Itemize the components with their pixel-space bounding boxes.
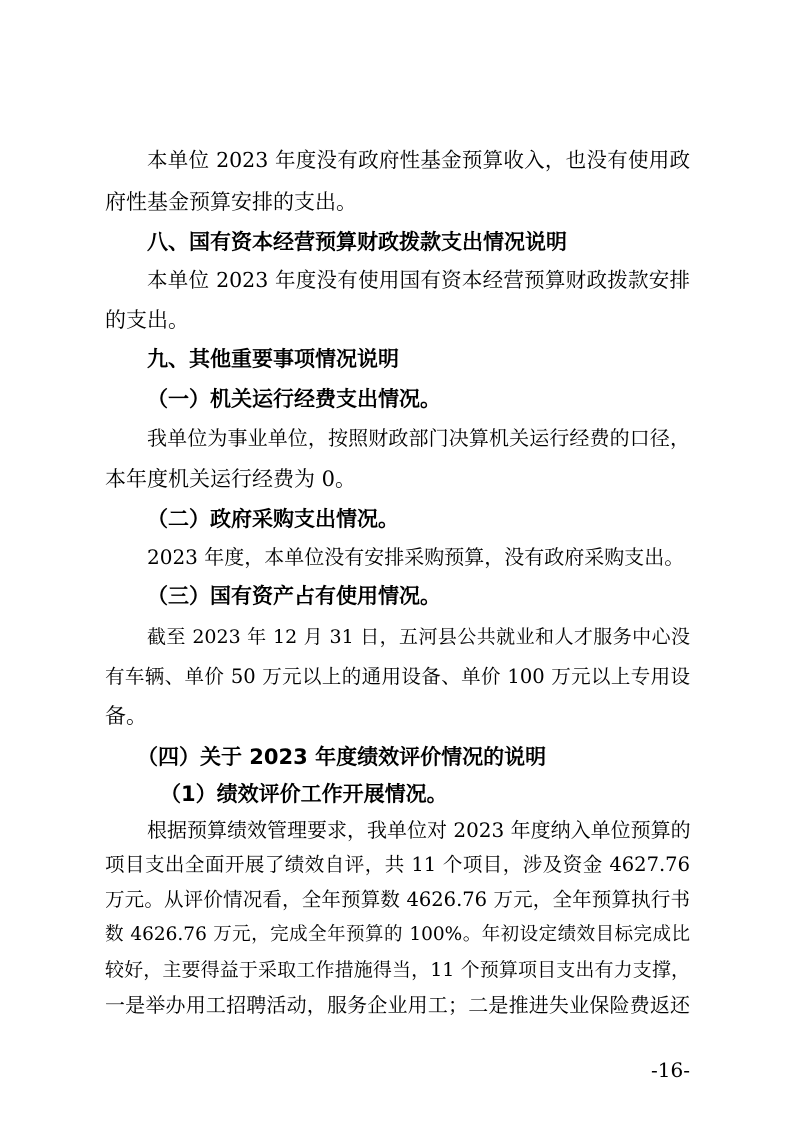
subsection-heading: （四）关于 2023 年度绩效评价情况的说明 (137, 745, 547, 769)
body-text-line: 的支出。 (105, 308, 189, 332)
body-text-line: 一是举办用工招聘活动，服务企业用工；二是推进失业保险费返还 (105, 993, 690, 1017)
body-text-line: 数 4626.76 万元，完成全年预算的 100%。年初设定绩效目标完成比 (105, 924, 690, 945)
subsection-heading: （1）绩效评价工作开展情况。 (160, 782, 448, 806)
body-text-line: 2023 年度，本单位没有安排采购预算，没有政府采购支出。 (147, 545, 685, 569)
subsection-heading: （一）机关运行经费支出情况。 (147, 387, 441, 411)
body-text-line: 有车辆、单价 50 万元以上的通用设备、单价 100 万元以上专用设 (105, 665, 690, 688)
body-text-line: 截至 2023 年 12 月 31 日，五河县公共就业和人才服务中心没 (147, 626, 690, 648)
subsection-heading: （二）政府采购支出情况。 (147, 507, 399, 531)
body-text-line: 较好，主要得益于采取工作措施得当，11 个预算项目支出有力支撑， (105, 959, 690, 981)
body-text-line: 本单位 2023 年度没有政府性基金预算收入，也没有使用政 (147, 148, 690, 172)
body-text-line: 府性基金预算安排的支出。 (105, 190, 357, 214)
section-heading: 九、其他重要事项情况说明 (147, 347, 399, 371)
body-text-line: 本单位 2023 年度没有使用国有资本经营预算财政拨款安排 (147, 268, 690, 292)
body-text-line: 我单位为事业单位，按照财政部门决算机关运行经费的口径， (147, 426, 690, 450)
body-text-line: 万元。从评价情况看，全年预算数 4626.76 万元，全年预算执行书 (105, 888, 690, 911)
section-heading: 八、国有资本经营预算财政拨款支出情况说明 (147, 230, 567, 254)
body-text-line: 备。 (105, 704, 147, 728)
body-text-line: 项目支出全面开展了绩效自评，共 11 个项目，涉及资金 4627.76 (105, 853, 690, 876)
body-text-line: 根据预算绩效管理要求，我单位对 2023 年度纳入单位预算的 (147, 818, 691, 842)
subsection-heading: （三）国有资产占有使用情况。 (147, 584, 441, 608)
body-text-line: 本年度机关运行经费为 0。 (105, 467, 357, 491)
page-number: -16- (651, 1058, 690, 1082)
